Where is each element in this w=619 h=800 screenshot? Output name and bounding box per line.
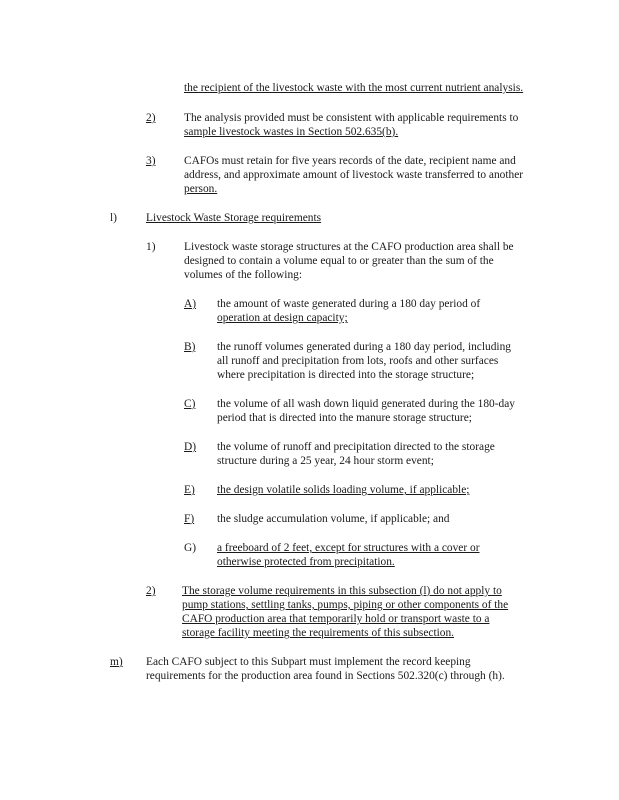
body-line: the design volatile solids loading volume, if applicable; [217, 484, 470, 496]
body-line: the runoff volumes generated during a 180 day period, including [217, 341, 511, 353]
body-line: volumes of the following: [184, 269, 303, 281]
body-line: the volume of runoff and precipitation directed to the storage [217, 441, 495, 453]
body-line: CAFOs must retain for five years records of the date, recipient name and [184, 155, 516, 167]
body-line: a freeboard of 2 feet, except for structures with a cover or [217, 542, 480, 554]
body-line: person. [184, 183, 218, 195]
body-line: Livestock waste storage structures at the CAFO production area shall be [184, 241, 514, 253]
body-line: pump stations, settling tanks, pumps, piping or other components of the [182, 599, 509, 611]
subitem-label: C) [184, 398, 196, 410]
body-line: address, and approximate amount of livestock waste transferred to another [184, 169, 524, 181]
body-line: designed to contain a volume equal to or greater than the sum of the [184, 255, 494, 267]
body-line: period that is directed into the manure storage structure; [217, 412, 472, 424]
item-label: 2) [146, 585, 156, 597]
continuation-line: the recipient of the livestock waste with the most current nutrient analysis. [184, 82, 524, 94]
subitem-label: E) [184, 484, 195, 496]
body-line: The analysis provided must be consistent with applicable requirements to [184, 112, 519, 124]
body-line: storage facility meeting the requirements of this subsection. [182, 627, 455, 639]
body-line: the sludge accumulation volume, if applicable; and [217, 513, 450, 525]
item-label: 2) [146, 112, 156, 124]
body-line: requirements for the production area found in Sections 502.320(c) through (h). [146, 670, 505, 682]
body-line: Each CAFO subject to this Subpart must implement the record keeping [146, 656, 471, 668]
body-line: the amount of waste generated during a 180 day period of [217, 298, 481, 310]
subitem-label: F) [184, 513, 195, 525]
subitem-label: A) [184, 298, 197, 310]
subitem-label: G) [184, 542, 197, 554]
subitem-label: B) [184, 341, 196, 353]
body-line: operation at design capacity; [217, 312, 348, 324]
body-line: otherwise protected from precipitation. [217, 556, 395, 568]
body-line: structure during a 25 year, 24 hour storm event; [217, 455, 434, 467]
section-label: l) [110, 212, 117, 224]
section-heading: Livestock Waste Storage requirements [146, 212, 322, 224]
item-label: 3) [146, 155, 156, 167]
body-line: where precipitation is directed into the storage structure; [217, 369, 475, 381]
section-label: m) [110, 656, 123, 668]
body-line: the volume of all wash down liquid generated during the 180-day [217, 398, 515, 410]
body-line: CAFO production area that temporarily hold or transport waste to a [182, 613, 490, 625]
body-line: all runoff and precipitation from lots, roofs and other surfaces [217, 355, 499, 367]
body-line: The storage volume requirements in this subsection (l) do not apply to [182, 585, 502, 597]
body-line: sample livestock wastes in Section 502.635(b). [184, 126, 399, 138]
item-label: 1) [146, 241, 156, 253]
subitem-label: D) [184, 441, 197, 453]
